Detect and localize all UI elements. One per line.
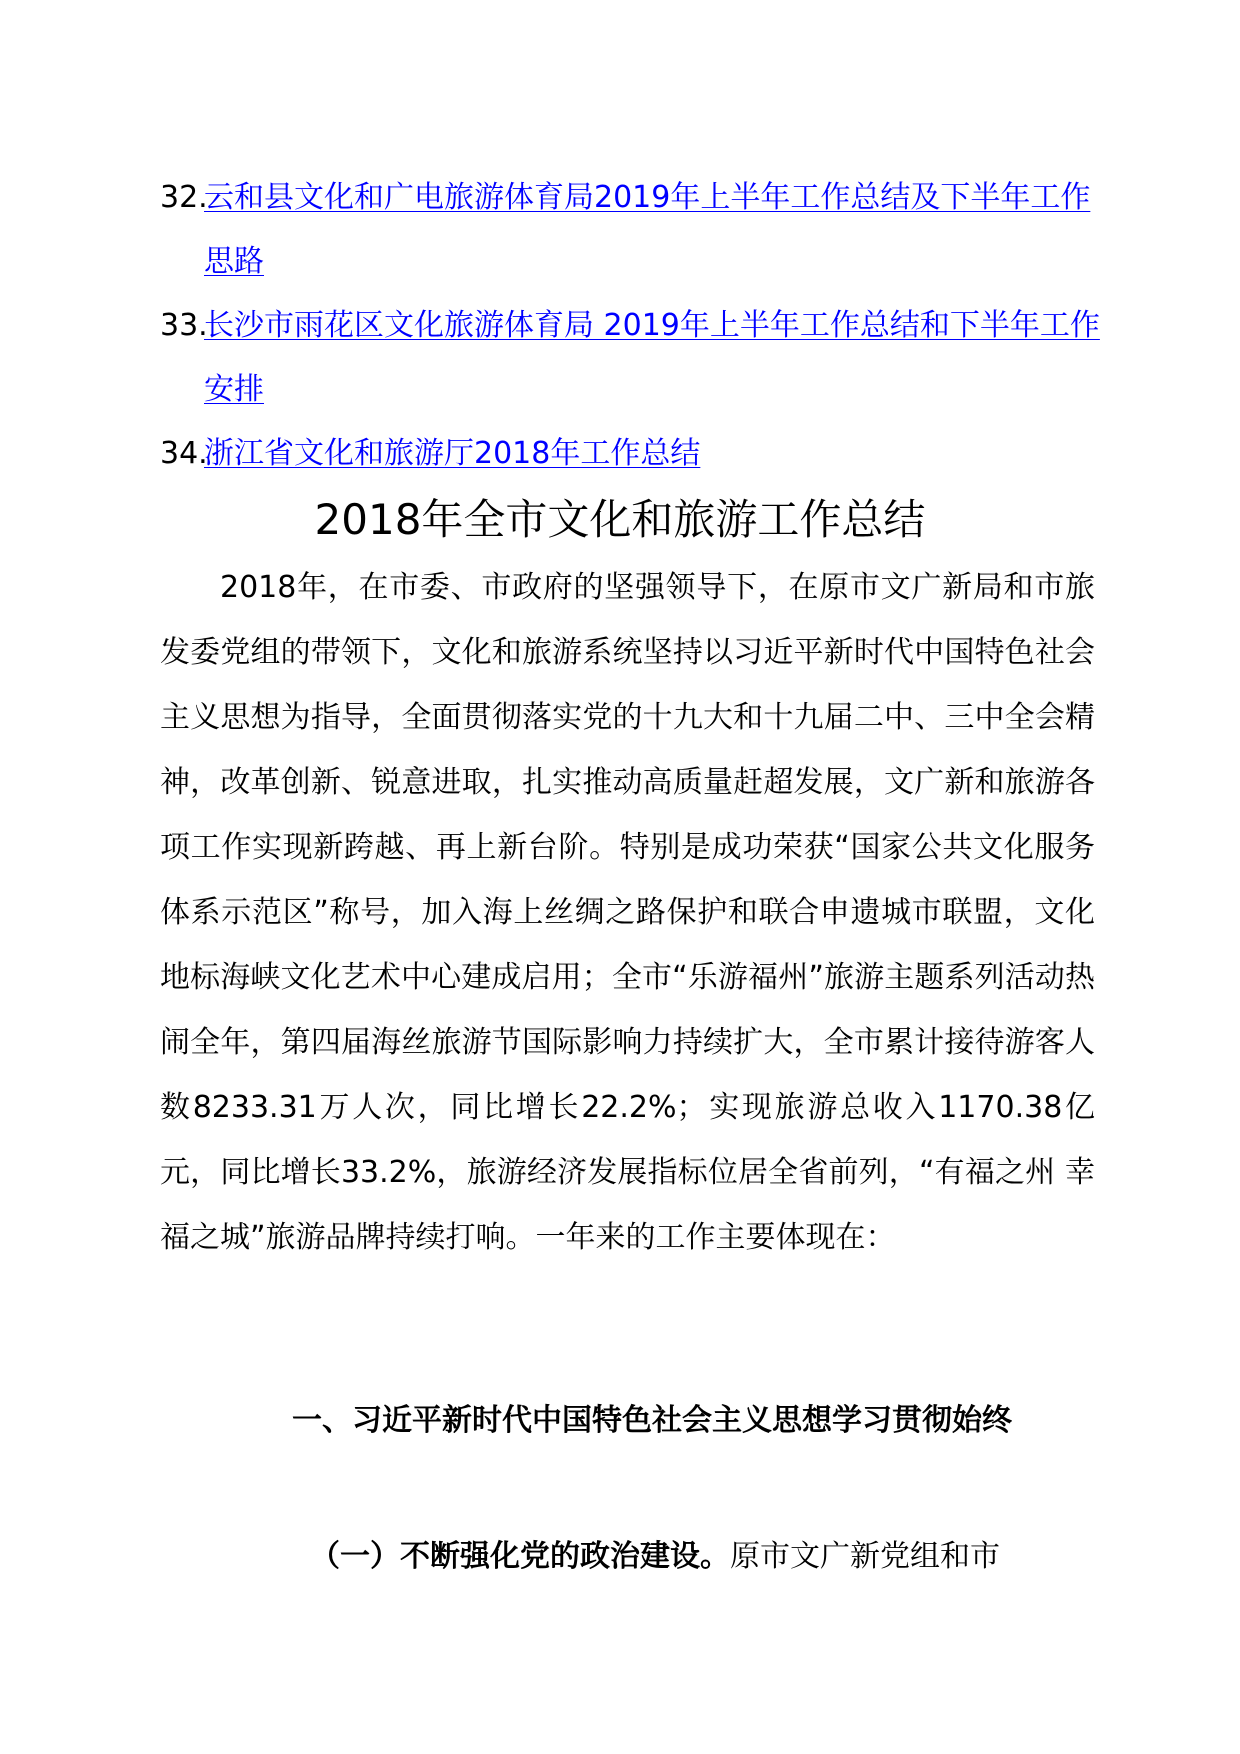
toc-item-number: 33. bbox=[160, 308, 208, 343]
toc-item[interactable] bbox=[160, 422, 1100, 486]
toc-item-link[interactable]: 长沙市雨花区文化旅游体育局 2019年上半年工作总结和下半年工作安排 bbox=[204, 308, 1100, 407]
toc-item[interactable] bbox=[160, 166, 1100, 294]
toc-item-number: 34. bbox=[160, 436, 208, 471]
subsection-heading: （一）不断强化党的政治建设。 bbox=[310, 1539, 730, 1574]
toc-item-link[interactable]: 浙江省文化和旅游厅2018年工作总结 bbox=[204, 436, 701, 471]
toc-item-link[interactable]: 云和县文化和广电旅游体育局2019年上半年工作总结及下半年工作思路 bbox=[204, 180, 1091, 279]
document-title: 2018年全市文化和旅游工作总结 bbox=[314, 495, 926, 544]
intro-paragraph: 2018年，在市委、市政府的坚强领导下，在原市文广新局和市旅发委党组的带领下，文化和旅游系统坚持以习近平新时代中国特色社会主义思想为指导，全面贯彻落实党的十九大和十九届二中、三中全会精神，改革创新、锐意进取，扎实推动高质量赶超发展，文广新和旅游各项工作实现新跨越、再上新台阶。特别是成功荣获“国家公共文化服务体系示范区”称号，加入海上丝绸之路保护和联合申遗城市联盟，文化地标海峡文化艺术中心建成启用；全市“乐游福州”旅游主题系列活动热闹全年，第四届海丝旅游节国际影响力持续扩大，全市累计接待游客人数8233.31万人次，同比增长22.2%；实现旅游总收入1170.38亿元，同比增长33.2%，旅游经济发展指标位居全省前列，“有福之州 幸福之城”旅游品牌持续打响。一年来的工作主要体现在： bbox=[160, 570, 1095, 1255]
toc-list bbox=[160, 166, 1100, 486]
subsection-text: 原市文广新党组和市 bbox=[730, 1539, 1000, 1574]
subsection-paragraph bbox=[160, 1526, 1095, 1588]
section-heading: 一、习近平新时代中国特色社会主义思想学习贯彻始终 bbox=[292, 1403, 1012, 1438]
toc-item[interactable] bbox=[160, 294, 1100, 422]
toc-item-number: 32. bbox=[160, 180, 208, 215]
